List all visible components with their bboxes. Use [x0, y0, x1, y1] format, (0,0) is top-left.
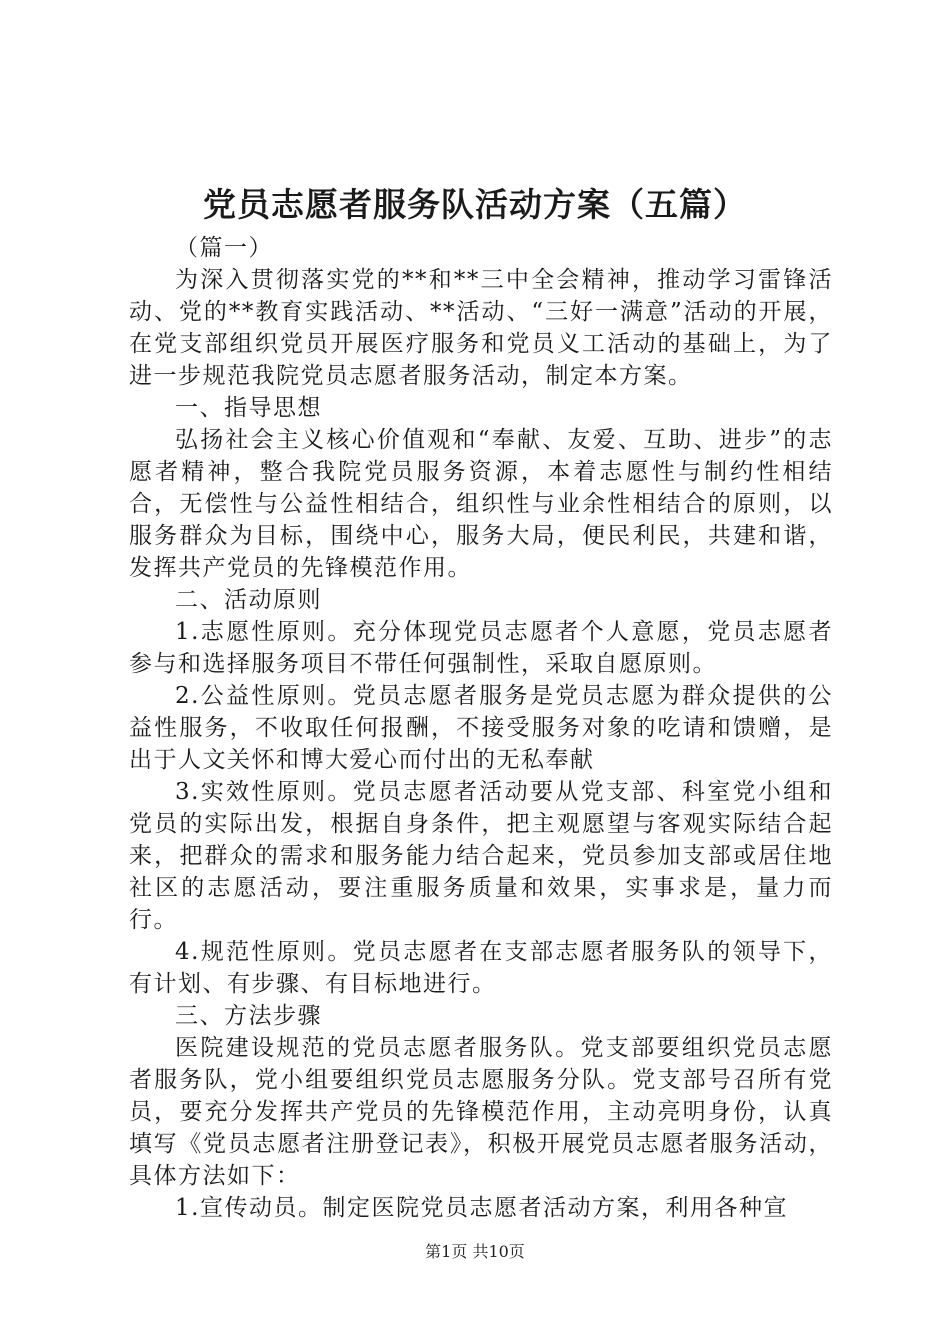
paragraph: 3.实效性原则。党员志愿者活动要从党支部、科室党小组和党员的实际出发，根据自身条件，把主观愿望与客观实际结合起来，把群众的需求和服务能力结合起来，党员参加支部或居住地社区的志愿活动，要注重服务质量和效果，实事求是，量力而行。	[129, 779, 833, 933]
section-heading: 二、活动原则	[175, 587, 322, 613]
section-label: （篇一）	[175, 235, 273, 261]
paragraph: 1.志愿性原则。充分体现党员志愿者个人意愿，党员志愿者参与和选择服务项目不带任何强制性，采取自愿原则。	[129, 619, 833, 677]
paragraph: 4.规范性原则。党员志愿者在支部志愿者服务队的领导下，有计划、有步骤、有目标地进行。	[129, 939, 833, 997]
document-title: 党员志愿者服务队活动方案（五篇）	[203, 185, 747, 224]
paragraph: 1.宣传动员。制定医院党员志愿者活动方案，利用各种宣	[175, 1195, 788, 1221]
page-footer: 第1页 共10页	[425, 1242, 525, 1261]
paragraph: 2.公益性原则。党员志愿者服务是党员志愿为群众提供的公益性服务，不收取任何报酬，不接受服务对象的吃请和馈赠，是出于人文关怀和博大爱心而付出的无私奉献	[129, 683, 833, 773]
document-body	[129, 232, 833, 1224]
paragraph: 为深入贯彻落实党的**和**三中全会精神，推动学习雷锋活动、党的**教育实践活动、**活动、“三好一满意”活动的开展，在党支部组织党员开展医疗服务和党员义工活动的基础上，为了进一步规范我院党员志愿者服务活动，制定本方案。	[129, 267, 833, 389]
paragraph: 医院建设规范的党员志愿者服务队。党支部要组织党员志愿者服务队，党小组要组织党员志愿服务分队。党支部号召所有党员，要充分发挥共产党员的先锋模范作用，主动亮明身份，认真填写《党员志愿者注册登记表》，积极开展党员志愿者服务活动，具体方法如下：	[129, 1035, 833, 1189]
section-heading: 一、指导思想	[175, 395, 322, 421]
section-heading: 三、方法步骤	[175, 1003, 322, 1029]
paragraph: 弘扬社会主义核心价值观和“奉献、友爱、互助、进步”的志愿者精神，整合我院党员服务资源，本着志愿性与制约性相结合，无偿性与公益性相结合，组织性与业余性相结合的原则，以服务群众为目标，围绕中心，服务大局，便民利民，共建和谐，发挥共产党员的先锋模范作用。	[129, 427, 833, 581]
